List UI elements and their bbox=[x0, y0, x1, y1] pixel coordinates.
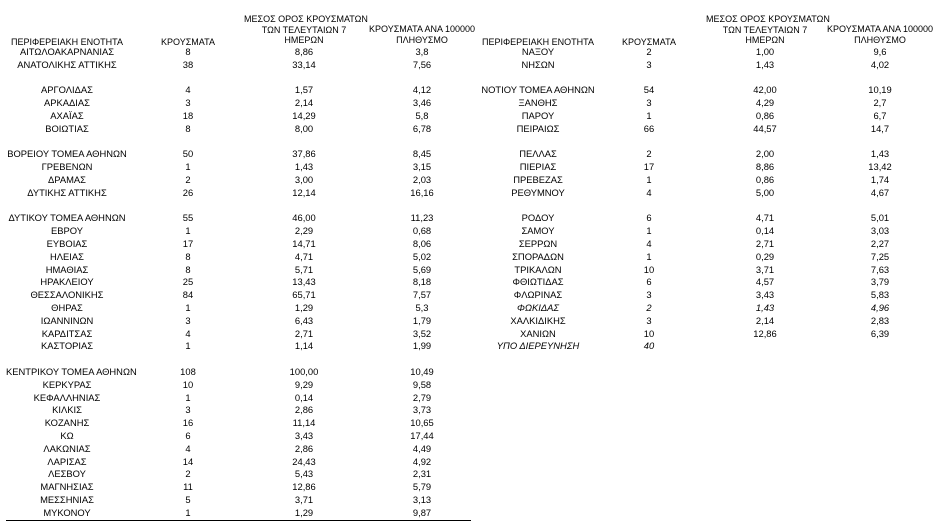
per100k-cell: 5,8 bbox=[415, 109, 429, 121]
avg7-cell: 13,43 bbox=[292, 276, 316, 288]
per100k-cell: 14,7 bbox=[870, 122, 890, 134]
cases-cell: 14 bbox=[182, 455, 194, 467]
per100k-cell: 5,3 bbox=[415, 301, 429, 313]
cases-cell: 50 bbox=[182, 148, 194, 160]
cases-cell: 2 bbox=[646, 301, 652, 313]
header-avg7 bbox=[244, 14, 368, 46]
avg7-cell: 0,14 bbox=[294, 391, 314, 403]
cases-cell: 1 bbox=[185, 225, 191, 237]
region-cell: ΑΡΚΑΔΙΑΣ bbox=[44, 97, 90, 109]
header-avg7 bbox=[706, 14, 830, 46]
region-cell: ΚΙΛΚΙΣ bbox=[52, 404, 82, 416]
cases-cell: 1 bbox=[646, 173, 652, 185]
avg7-cell: 8,86 bbox=[294, 46, 314, 57]
cases-cell: 16 bbox=[182, 417, 194, 429]
avg7-cell: 0,14 bbox=[755, 225, 775, 237]
region-cell: ΔΥΤΙΚΗΣ ΑΤΤΙΚΗΣ bbox=[27, 186, 107, 198]
region-cell: ΑΙΤΩΛΟΑΚΑΡΝΑΝΙΑΣ bbox=[19, 46, 115, 57]
per100k-cell: 5,01 bbox=[870, 212, 890, 224]
per100k-cell: 3,8 bbox=[415, 46, 429, 57]
cases-cell: 5 bbox=[185, 493, 191, 505]
cases-cell: 1 bbox=[185, 506, 191, 518]
region-cell: ΚΕΝΤΡΙΚΟΥ ΤΟΜΕΑ ΑΘΗΝΩΝ bbox=[6, 365, 137, 377]
header-avg7-line1: ΜΕΣΟΣ ΟΡΟΣ ΚΡΟΥΣΜΑΤΩΝ bbox=[244, 14, 368, 24]
avg7-cell: 0,86 bbox=[755, 173, 775, 185]
header-per100k-line1: ΚΡΟΥΣΜΑΤΑ ΑΝΑ 100000 bbox=[369, 24, 475, 34]
avg7-cell: 24,43 bbox=[292, 455, 316, 467]
cases-cell: 6 bbox=[646, 276, 652, 288]
avg7-cell: 2,00 bbox=[755, 148, 775, 160]
header-per100k bbox=[360, 24, 484, 45]
region-cell: ΗΛΕΙΑΣ bbox=[50, 250, 84, 262]
region-cell: ΠΑΡΟΥ bbox=[521, 109, 555, 121]
region-cell: ΔΥΤΙΚΟΥ ΤΟΜΕΑ ΑΘΗΝΩΝ bbox=[8, 212, 126, 224]
cases-cell: 4 bbox=[646, 237, 652, 249]
avg7-cell: 2,14 bbox=[755, 314, 775, 326]
cases-cell: 38 bbox=[182, 58, 194, 70]
region-cell: ΗΡΑΚΛΕΙΟΥ bbox=[40, 276, 94, 288]
avg7-cell: 12,86 bbox=[292, 481, 316, 493]
cases-cell: 4 bbox=[185, 327, 191, 339]
per100k-cell: 6,39 bbox=[870, 327, 890, 339]
region-cell: ΑΝΑΤΟΛΙΚΗΣ ΑΤΤΙΚΗΣ bbox=[17, 58, 117, 70]
region-cell: ΜΕΣΣΗΝΙΑΣ bbox=[40, 493, 94, 505]
per100k-cell: 2,7 bbox=[873, 97, 887, 109]
avg7-cell: 12,14 bbox=[292, 186, 316, 198]
per100k-cell: 4,96 bbox=[870, 301, 890, 313]
cases-cell: 2 bbox=[185, 468, 191, 480]
per100k-cell: 17,44 bbox=[410, 429, 434, 441]
region-cell: ΒΟΙΩΤΙΑΣ bbox=[45, 122, 89, 134]
region-cell: ΛΑΡΙΣΑΣ bbox=[47, 455, 87, 467]
avg7-cell: 3,43 bbox=[755, 289, 775, 301]
avg7-cell: 42,00 bbox=[753, 84, 777, 96]
cases-cell: 66 bbox=[643, 122, 655, 134]
avg7-cell: 37,86 bbox=[292, 148, 316, 160]
cases-cell: 2 bbox=[646, 46, 652, 57]
region-cell: ΠΡΕΒΕΖΑΣ bbox=[513, 173, 563, 185]
avg7-cell: 4,57 bbox=[755, 276, 775, 288]
header-cases: ΚΡΟΥΣΜΑΤΑ bbox=[622, 37, 676, 47]
avg7-cell: 1,43 bbox=[755, 301, 775, 313]
avg7-cell: 4,71 bbox=[755, 212, 775, 224]
per100k-cell: 8,45 bbox=[412, 148, 432, 160]
region-cell: ΞΑΝΘΗΣ bbox=[518, 97, 558, 109]
per100k-cell: 1,74 bbox=[870, 173, 890, 185]
per100k-cell: 2,03 bbox=[412, 173, 432, 185]
cases-cell: 2 bbox=[185, 173, 191, 185]
region-cell: ΚΕΡΚΥΡΑΣ bbox=[42, 378, 92, 390]
cases-cell: 3 bbox=[646, 97, 652, 109]
per100k-cell: 4,02 bbox=[870, 58, 890, 70]
region-cell: ΘΕΣΣΑΛΟΝΙΚΗΣ bbox=[30, 289, 104, 301]
cases-cell: 8 bbox=[185, 46, 191, 57]
region-cell: ΑΡΓΟΛΙΔΑΣ bbox=[41, 84, 93, 96]
region-cell: ΝΟΤΙΟΥ ΤΟΜΕΑ ΑΘΗΝΩΝ bbox=[481, 84, 595, 96]
per100k-cell: 4,12 bbox=[412, 84, 432, 96]
region-cell: ΧΑΝΙΩΝ bbox=[520, 327, 556, 339]
per100k-cell: 7,57 bbox=[412, 289, 432, 301]
per100k-cell: 2,83 bbox=[870, 314, 890, 326]
header-per100k-line2: ΠΛΗΘΥΣΜΟ bbox=[396, 34, 448, 45]
avg7-cell: 46,00 bbox=[292, 212, 316, 224]
per100k-cell: 8,06 bbox=[412, 237, 432, 249]
region-cell: ΚΕΦΑΛΛΗΝΙΑΣ bbox=[33, 391, 101, 403]
cases-cell: 10 bbox=[643, 263, 655, 275]
region-cell: ΧΑΛΚΙΔΙΚΗΣ bbox=[510, 314, 566, 326]
avg7-cell: 1,29 bbox=[294, 506, 314, 518]
region-cell: ΜΑΓΝΗΣΙΑΣ bbox=[40, 481, 94, 493]
avg7-cell: 3,00 bbox=[294, 173, 314, 185]
per100k-cell: 8,18 bbox=[412, 276, 432, 288]
avg7-cell: 65,71 bbox=[292, 289, 316, 301]
cases-cell: 8 bbox=[185, 122, 191, 134]
avg7-cell: 3,71 bbox=[755, 263, 775, 275]
cases-cell: 3 bbox=[185, 97, 191, 109]
per100k-cell: 9,87 bbox=[412, 506, 432, 518]
avg7-cell: 1,14 bbox=[294, 340, 314, 352]
region-cell: ΚΟΖΑΝΗΣ bbox=[44, 417, 90, 429]
per100k-cell: 2,27 bbox=[870, 237, 890, 249]
cases-cell: 108 bbox=[180, 365, 196, 377]
avg7-cell: 2,86 bbox=[294, 442, 314, 454]
region-cell: ΣΑΜΟΥ bbox=[521, 225, 555, 237]
per100k-cell: 6,7 bbox=[873, 109, 887, 121]
cases-cell: 2 bbox=[646, 148, 652, 160]
region-cell: ΘΗΡΑΣ bbox=[51, 301, 83, 313]
cases-cell: 1 bbox=[185, 301, 191, 313]
per100k-cell: 5,69 bbox=[412, 263, 432, 275]
cases-cell: 3 bbox=[646, 289, 652, 301]
per100k-cell: 6,78 bbox=[412, 122, 432, 134]
cases-cell: 4 bbox=[185, 84, 191, 96]
region-cell: ΤΡΙΚΑΛΩΝ bbox=[514, 263, 562, 275]
header-per100k-line2: ΠΛΗΘΥΣΜΟ bbox=[854, 34, 906, 45]
header-per100k-line1: ΚΡΟΥΣΜΑΤΑ ΑΝΑ 100000 bbox=[827, 24, 933, 34]
per100k-cell: 1,43 bbox=[870, 148, 890, 160]
cases-cell: 10 bbox=[182, 378, 194, 390]
cases-cell: 8 bbox=[185, 250, 191, 262]
per100k-cell: 4,49 bbox=[412, 442, 432, 454]
header-avg7-line3: ΗΜΕΡΩΝ bbox=[745, 35, 785, 45]
avg7-cell: 0,29 bbox=[755, 250, 775, 262]
region-cell: ΠΕΙΡΑΙΩΣ bbox=[516, 122, 560, 134]
per100k-cell: 4,67 bbox=[870, 186, 890, 198]
avg7-cell: 2,86 bbox=[294, 404, 314, 416]
per100k-cell: 5,02 bbox=[412, 250, 432, 262]
cases-cell: 1 bbox=[185, 161, 191, 173]
per100k-cell: 10,65 bbox=[410, 417, 434, 429]
avg7-cell: 4,71 bbox=[294, 250, 314, 262]
header-avg7-line2: ΤΩΝ ΤΕΛΕΥΤΑΙΩΝ 7 bbox=[722, 24, 808, 35]
per100k-cell: 7,25 bbox=[870, 250, 890, 262]
region-cell: ΕΒΡΟΥ bbox=[50, 225, 83, 237]
per100k-cell: 3,03 bbox=[870, 225, 890, 237]
per100k-cell: 3,13 bbox=[412, 493, 432, 505]
header-region: ΠΕΡΙΦΕΡΕΙΑΚΗ ΕΝΟΤΗΤΑ bbox=[481, 37, 595, 47]
cases-cell: 1 bbox=[646, 109, 652, 121]
cases-cell: 17 bbox=[643, 161, 655, 173]
cases-cell: 1 bbox=[185, 391, 191, 403]
region-cell: ΥΠΟ ΔΙΕΡΕΥΝΗΣΗ bbox=[496, 340, 580, 352]
cases-cell: 17 bbox=[182, 237, 194, 249]
cases-cell: 26 bbox=[182, 186, 194, 198]
region-cell: ΣΕΡΡΩΝ bbox=[518, 237, 558, 249]
region-cell: ΦΩΚΙΔΑΣ bbox=[517, 301, 559, 313]
per100k-cell: 10,49 bbox=[410, 365, 434, 377]
region-cell: ΒΟΡΕΙΟΥ ΤΟΜΕΑ ΑΘΗΝΩΝ bbox=[7, 148, 127, 160]
avg7-cell: 5,71 bbox=[294, 263, 314, 275]
header-region: ΠΕΡΙΦΕΡΕΙΑΚΗ ΕΝΟΤΗΤΑ bbox=[10, 37, 124, 47]
region-cell: ΡΕΘΥΜΝΟΥ bbox=[511, 186, 565, 198]
per100k-cell: 16,16 bbox=[410, 186, 434, 198]
cases-cell: 1 bbox=[185, 340, 191, 352]
avg7-cell: 8,86 bbox=[755, 161, 775, 173]
region-cell: ΓΡΕΒΕΝΩΝ bbox=[41, 161, 93, 173]
cases-cell: 55 bbox=[182, 212, 194, 224]
region-cell: ΔΡΑΜΑΣ bbox=[48, 173, 86, 185]
cases-cell: 4 bbox=[185, 442, 191, 454]
avg7-cell: 6,43 bbox=[294, 314, 314, 326]
per100k-cell: 5,79 bbox=[412, 481, 432, 493]
avg7-cell: 12,86 bbox=[753, 327, 777, 339]
avg7-cell: 44,57 bbox=[753, 122, 777, 134]
per100k-cell: 13,42 bbox=[868, 161, 892, 173]
avg7-cell: 4,29 bbox=[755, 97, 775, 109]
cases-cell: 11 bbox=[183, 481, 193, 493]
avg7-cell: 14,29 bbox=[292, 109, 316, 121]
per100k-cell: 4,92 bbox=[412, 455, 432, 467]
cases-cell: 10 bbox=[643, 327, 655, 339]
avg7-cell: 100,00 bbox=[289, 365, 319, 377]
per100k-cell: 9,6 bbox=[873, 46, 887, 57]
avg7-cell: 3,71 bbox=[294, 493, 314, 505]
region-cell: ΗΜΑΘΙΑΣ bbox=[45, 263, 89, 275]
cases-cell: 6 bbox=[185, 429, 191, 441]
region-cell: ΠΕΛΛΑΣ bbox=[519, 148, 557, 160]
cases-cell: 1 bbox=[646, 250, 652, 262]
per100k-cell: 7,63 bbox=[870, 263, 890, 275]
avg7-cell: 9,29 bbox=[294, 378, 314, 390]
region-cell: ΚΑΡΔΙΤΣΑΣ bbox=[41, 327, 93, 339]
region-cell: ΛΑΚΩΝΙΑΣ bbox=[43, 442, 91, 454]
per100k-cell: 3,79 bbox=[870, 276, 890, 288]
region-cell: ΛΕΣΒΟΥ bbox=[48, 468, 86, 480]
avg7-cell: 2,71 bbox=[755, 237, 775, 249]
avg7-cell: 11,14 bbox=[292, 417, 316, 429]
avg7-cell: 1,00 bbox=[755, 46, 775, 57]
region-cell: ΚΩ bbox=[60, 429, 74, 441]
avg7-cell: 8,00 bbox=[294, 122, 314, 134]
cases-cell: 4 bbox=[646, 186, 652, 198]
avg7-cell: 5,43 bbox=[294, 468, 314, 480]
region-cell: ΝΗΣΩΝ bbox=[521, 58, 555, 70]
header-avg7-line3: ΗΜΕΡΩΝ bbox=[284, 35, 324, 45]
cases-cell: 40 bbox=[643, 340, 655, 352]
region-cell: ΦΛΩΡΙΝΑΣ bbox=[513, 289, 563, 301]
per100k-cell: 2,79 bbox=[412, 391, 432, 403]
per100k-cell: 10,19 bbox=[868, 84, 892, 96]
per100k-cell: 1,79 bbox=[412, 314, 432, 326]
per100k-cell: 0,68 bbox=[412, 225, 432, 237]
region-cell: ΑΧΑΪΑΣ bbox=[50, 109, 84, 121]
per100k-cell: 2,31 bbox=[412, 468, 432, 480]
cases-cell: 3 bbox=[646, 58, 652, 70]
per100k-cell: 5,83 bbox=[870, 289, 890, 301]
avg7-cell: 14,71 bbox=[292, 237, 316, 249]
cases-cell: 8 bbox=[185, 263, 191, 275]
avg7-cell: 1,43 bbox=[755, 58, 775, 70]
cases-cell: 18 bbox=[182, 109, 194, 121]
per100k-cell: 3,73 bbox=[412, 404, 432, 416]
avg7-cell: 2,14 bbox=[294, 97, 314, 109]
per100k-cell: 7,56 bbox=[412, 58, 432, 70]
cases-cell: 3 bbox=[646, 314, 652, 326]
avg7-cell: 1,43 bbox=[294, 161, 314, 173]
region-cell: ΝΑΞΟΥ bbox=[521, 46, 555, 57]
header-cases: ΚΡΟΥΣΜΑΤΑ bbox=[161, 37, 215, 47]
per100k-cell: 11,23 bbox=[410, 212, 434, 224]
avg7-cell: 1,57 bbox=[294, 84, 314, 96]
region-cell: ΣΠΟΡΑΔΩΝ bbox=[512, 250, 564, 262]
header-avg7-line1: ΜΕΣΟΣ ΟΡΟΣ ΚΡΟΥΣΜΑΤΩΝ bbox=[706, 14, 830, 24]
avg7-cell: 33,14 bbox=[292, 58, 316, 70]
avg7-cell: 2,71 bbox=[294, 327, 314, 339]
cases-cell: 1 bbox=[646, 225, 652, 237]
cases-cell: 54 bbox=[643, 84, 655, 96]
region-cell: ΚΑΣΤΟΡΙΑΣ bbox=[40, 340, 94, 352]
region-cell: ΜΥΚΟΝΟΥ bbox=[43, 506, 91, 518]
avg7-cell: 5,00 bbox=[755, 186, 775, 198]
cases-cell: 84 bbox=[182, 289, 194, 301]
region-cell: ΕΥΒΟΙΑΣ bbox=[46, 237, 88, 249]
header-per100k bbox=[818, 24, 942, 45]
avg7-cell: 3,43 bbox=[294, 429, 314, 441]
per100k-cell: 9,58 bbox=[412, 378, 432, 390]
per100k-cell: 1,99 bbox=[412, 340, 432, 352]
cases-cell: 25 bbox=[182, 276, 194, 288]
cases-cell: 3 bbox=[185, 314, 191, 326]
bottom-rule bbox=[6, 520, 471, 521]
avg7-cell: 1,29 bbox=[294, 301, 314, 313]
header-avg7-line2: ΤΩΝ ΤΕΛΕΥΤΑΙΩΝ 7 bbox=[261, 24, 347, 35]
per100k-cell: 3,15 bbox=[412, 161, 432, 173]
region-cell: ΡΟΔΟΥ bbox=[521, 212, 555, 224]
avg7-cell: 0,86 bbox=[755, 109, 775, 121]
cases-cell: 6 bbox=[646, 212, 652, 224]
region-cell: ΦΘΙΩΤΙΔΑΣ bbox=[512, 276, 564, 288]
per100k-cell: 3,52 bbox=[412, 327, 432, 339]
region-cell: ΙΩΑΝΝΙΝΩΝ bbox=[40, 314, 94, 326]
cases-cell: 3 bbox=[185, 404, 191, 416]
region-cell: ΠΙΕΡΙΑΣ bbox=[519, 161, 557, 173]
per100k-cell: 3,46 bbox=[412, 97, 432, 109]
avg7-cell: 2,29 bbox=[294, 225, 314, 237]
